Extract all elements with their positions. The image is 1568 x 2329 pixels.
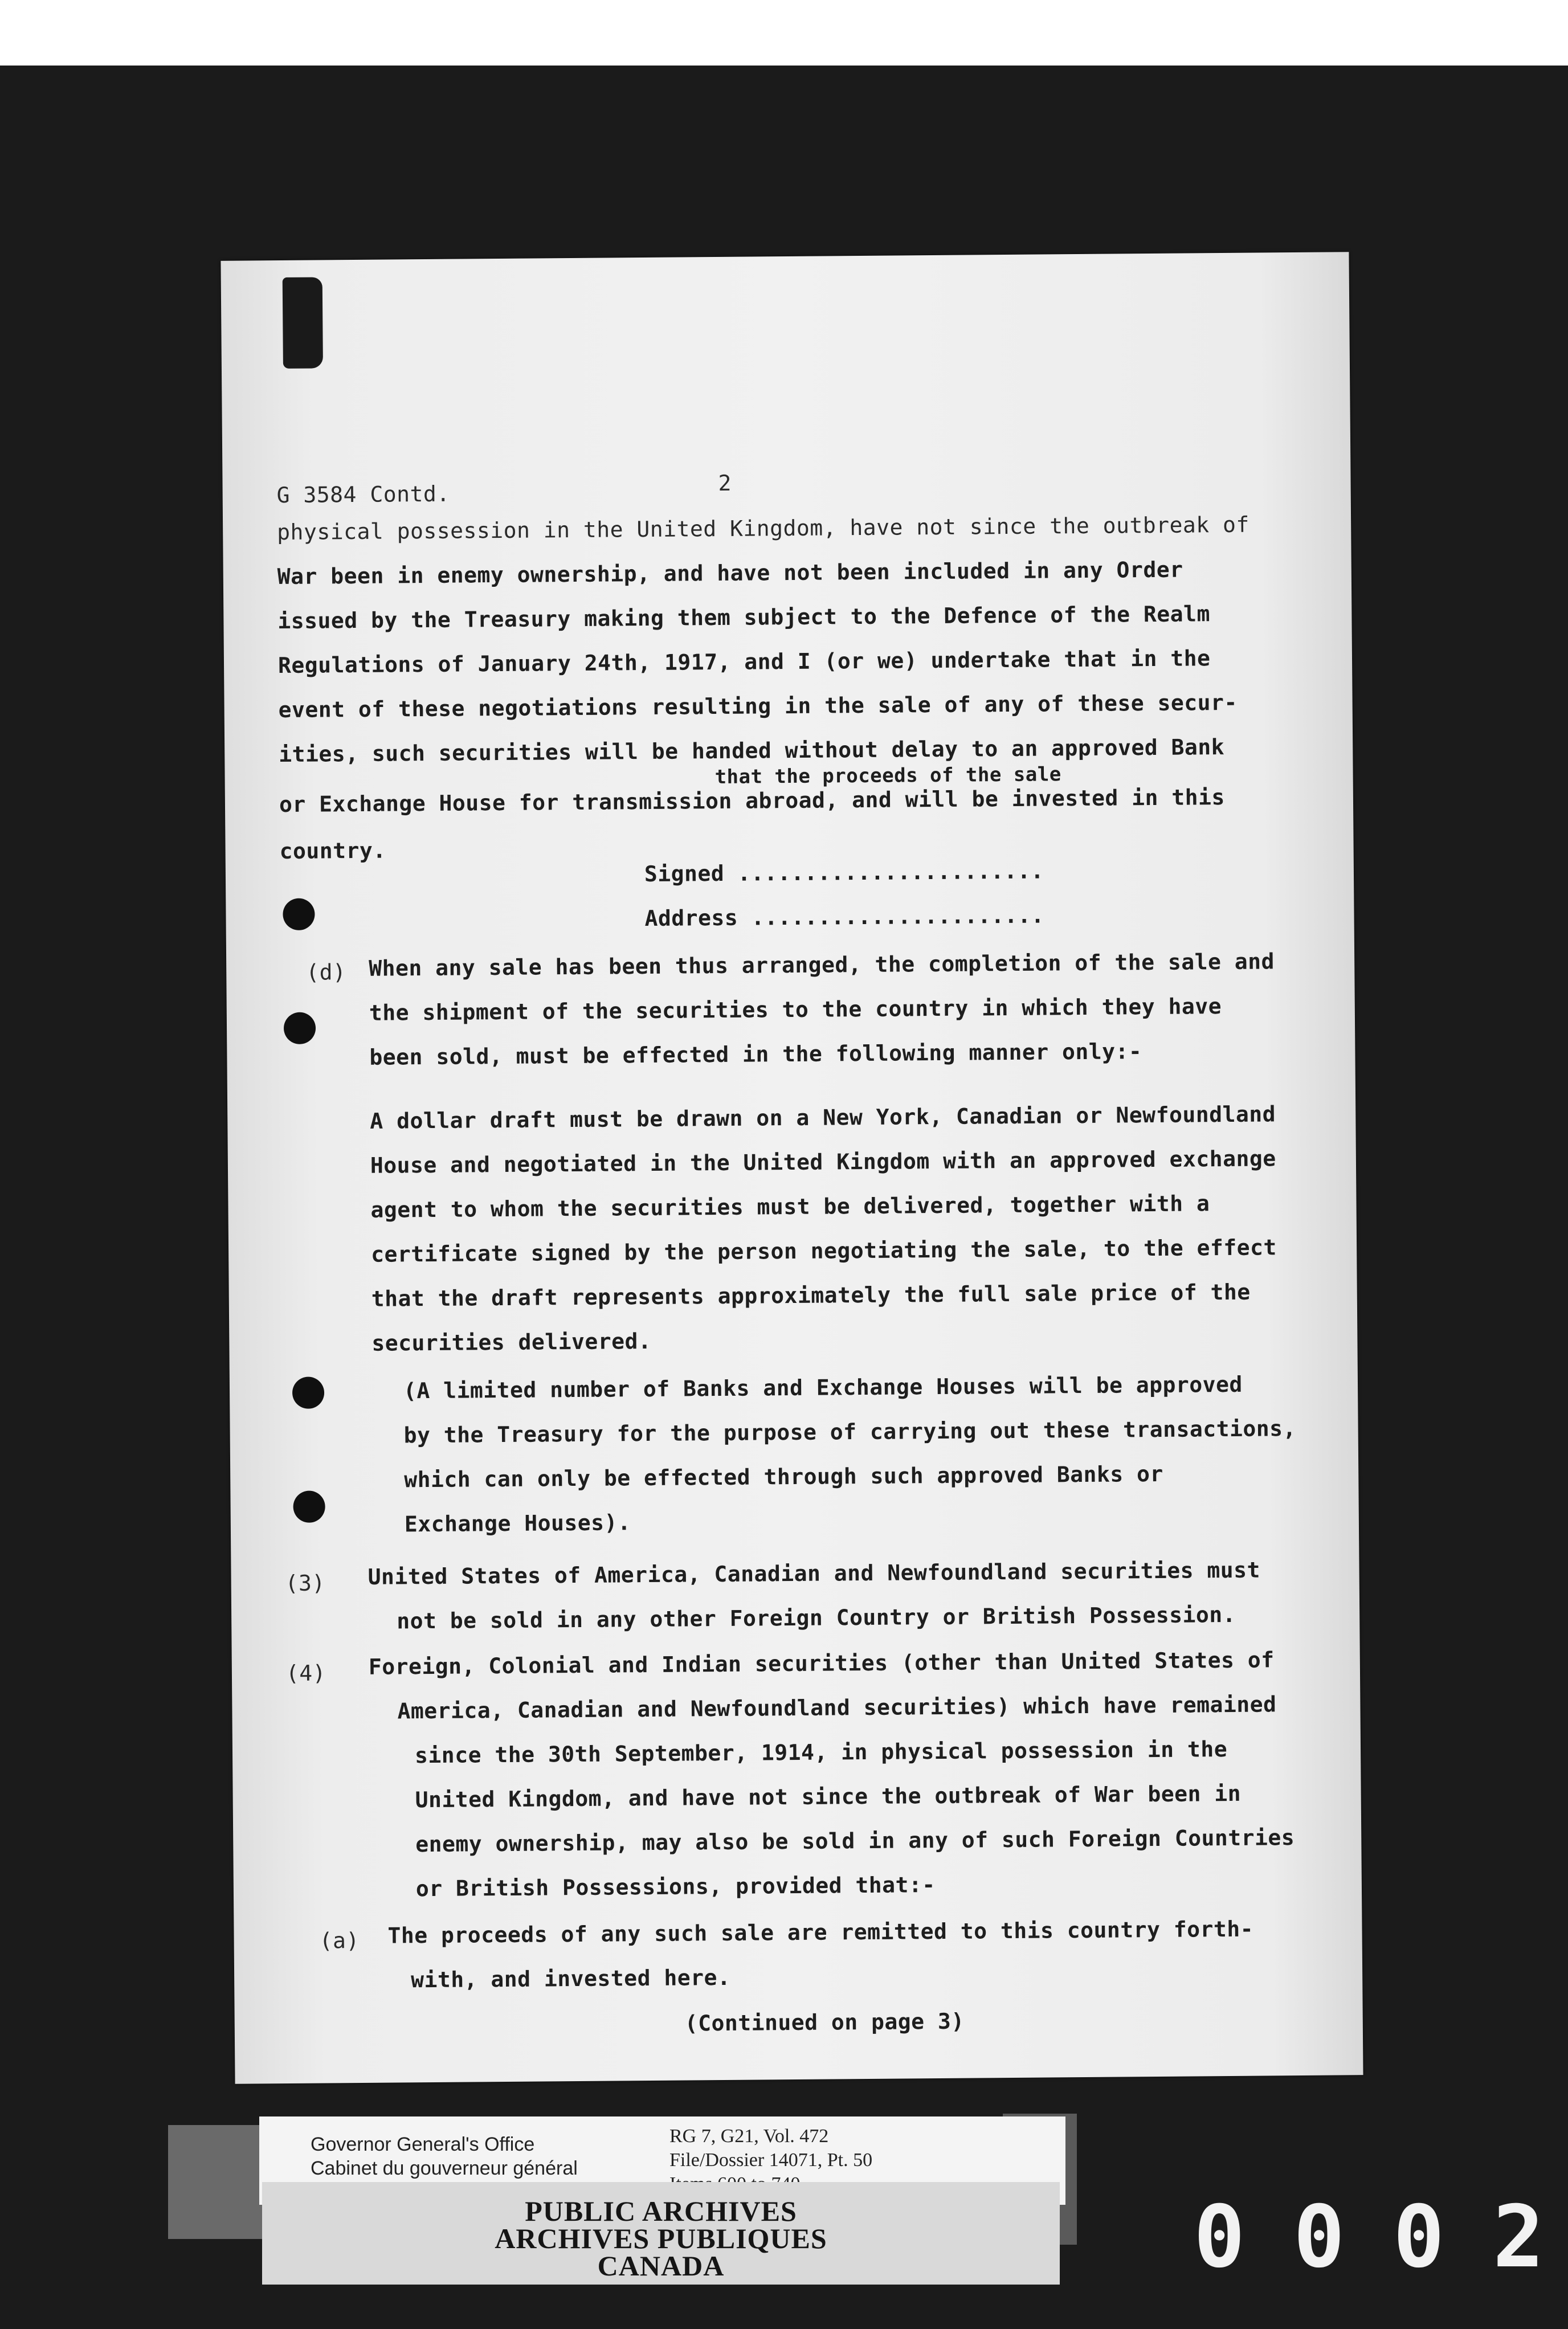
body-line: (A limited number of Banks and Exchange Houses will be approved [403,1371,1243,1404]
page-number: 2 [718,470,732,496]
reference-group: RG 7, G21, Vol. 472 [669,2126,829,2147]
body-line: event of these negotiations resulting in the sale of any of these secur- [278,689,1238,723]
office-english: Governor General's Office [311,2134,535,2155]
body-line: A dollar draft must be drawn on a New York, Canadian or Newfoundland [370,1101,1276,1134]
body-line: agent to whom the securities must be delivered, together with a [370,1191,1210,1223]
film-edge-shade [168,2125,265,2239]
body-line: House and negotiated in the United Kingdom with an approved exchange [370,1146,1276,1178]
body-line: which can only be effected through such approved Banks or [404,1461,1163,1493]
body-line: When any sale has been thus arranged, the completion of the sale and [369,949,1275,981]
body-line: America, Canadian and Newfoundland securities) which have remained [397,1691,1277,1724]
section-marker: (3) [285,1570,326,1596]
address-line: Address ...................... [644,902,1045,931]
body-line: Foreign, Colonial and Indian securities (other than United States of [368,1647,1275,1680]
body-line: country. [279,837,386,864]
body-line: Exchange Houses). [404,1510,631,1537]
punch-hole [283,898,315,930]
office-french: Cabinet du gouverneur général [311,2158,578,2179]
body-line: Regulations of January 24th, 1917, and I (or we) undertake that in the [277,645,1211,679]
body-line: or British Possessions, provided that:- [415,1872,936,1902]
stamp-line: CANADA [597,2250,725,2282]
handwritten-insertion: that the proceeds of the sale [714,763,1061,789]
frame-digit: 2 [1493,2188,1545,2287]
continued-note: (Continued on page 3) [684,2008,965,2036]
body-line: with, and invested here. [411,1964,731,1993]
body-line: that the draft represents approximately the full sale price of the [371,1279,1251,1311]
body-line: securities delivered. [371,1328,652,1356]
body-line: been sold, must be effected in the following manner only:- [369,1039,1142,1070]
section-marker: (d) [306,959,346,985]
signed-line: Signed ....................... [644,858,1044,887]
page-reference: G 3584 Contd. [276,481,450,508]
frame-digit: 0 [1293,2188,1345,2287]
body-line: or Exchange House for transmission abroad, and will be invested in this [279,784,1225,818]
body-line: enemy ownership, may also be sold in any of such Foreign Countries [415,1825,1295,1857]
body-line: War been in enemy ownership, and have not been included in any Order [277,557,1183,590]
section-marker: (4) [285,1660,326,1686]
frame-digit: 0 [1194,2188,1246,2287]
staple-mark [283,277,323,369]
frame-digit: 0 [1393,2188,1445,2287]
stamp-line: ARCHIVES PUBLIQUES [495,2222,827,2254]
public-archives-stamp [262,2182,1060,2285]
body-line: the shipment of the securities to the country in which they have [369,994,1222,1025]
body-line: certificate signed by the person negotiating the sale, to the effect [370,1235,1277,1267]
body-line: by the Treasury for the purpose of carrying out these transactions, [403,1416,1297,1448]
body-line: not be sold in any other Foreign Country or British Possession. [397,1601,1236,1634]
body-line: ities, such securities will be handed without delay to an approved Bank [279,734,1225,767]
reference-file: File/Dossier 14071, Pt. 50 [669,2150,873,2171]
document-page [220,252,1363,2083]
punch-hole [292,1376,324,1408]
section-marker: (a) [319,1928,360,1954]
punch-hole [284,1012,316,1044]
body-line: issued by the Treasury making them subject to the Defence of the Realm [277,601,1211,634]
body-line: physical possession in the United Kingdom, have not since the outbreak of [277,512,1250,545]
stamp-line: PUBLIC ARCHIVES [525,2195,797,2227]
punch-hole [293,1490,325,1522]
body-line: The proceeds of any such sale are remitted to this country forth- [387,1916,1254,1948]
body-line: since the 30th September, 1914, in physical possession in the [414,1736,1228,1768]
body-line: United Kingdom, and have not since the outbreak of War been in [415,1780,1242,1813]
body-line: United States of America, Canadian and Newfoundland securities must [368,1557,1261,1590]
